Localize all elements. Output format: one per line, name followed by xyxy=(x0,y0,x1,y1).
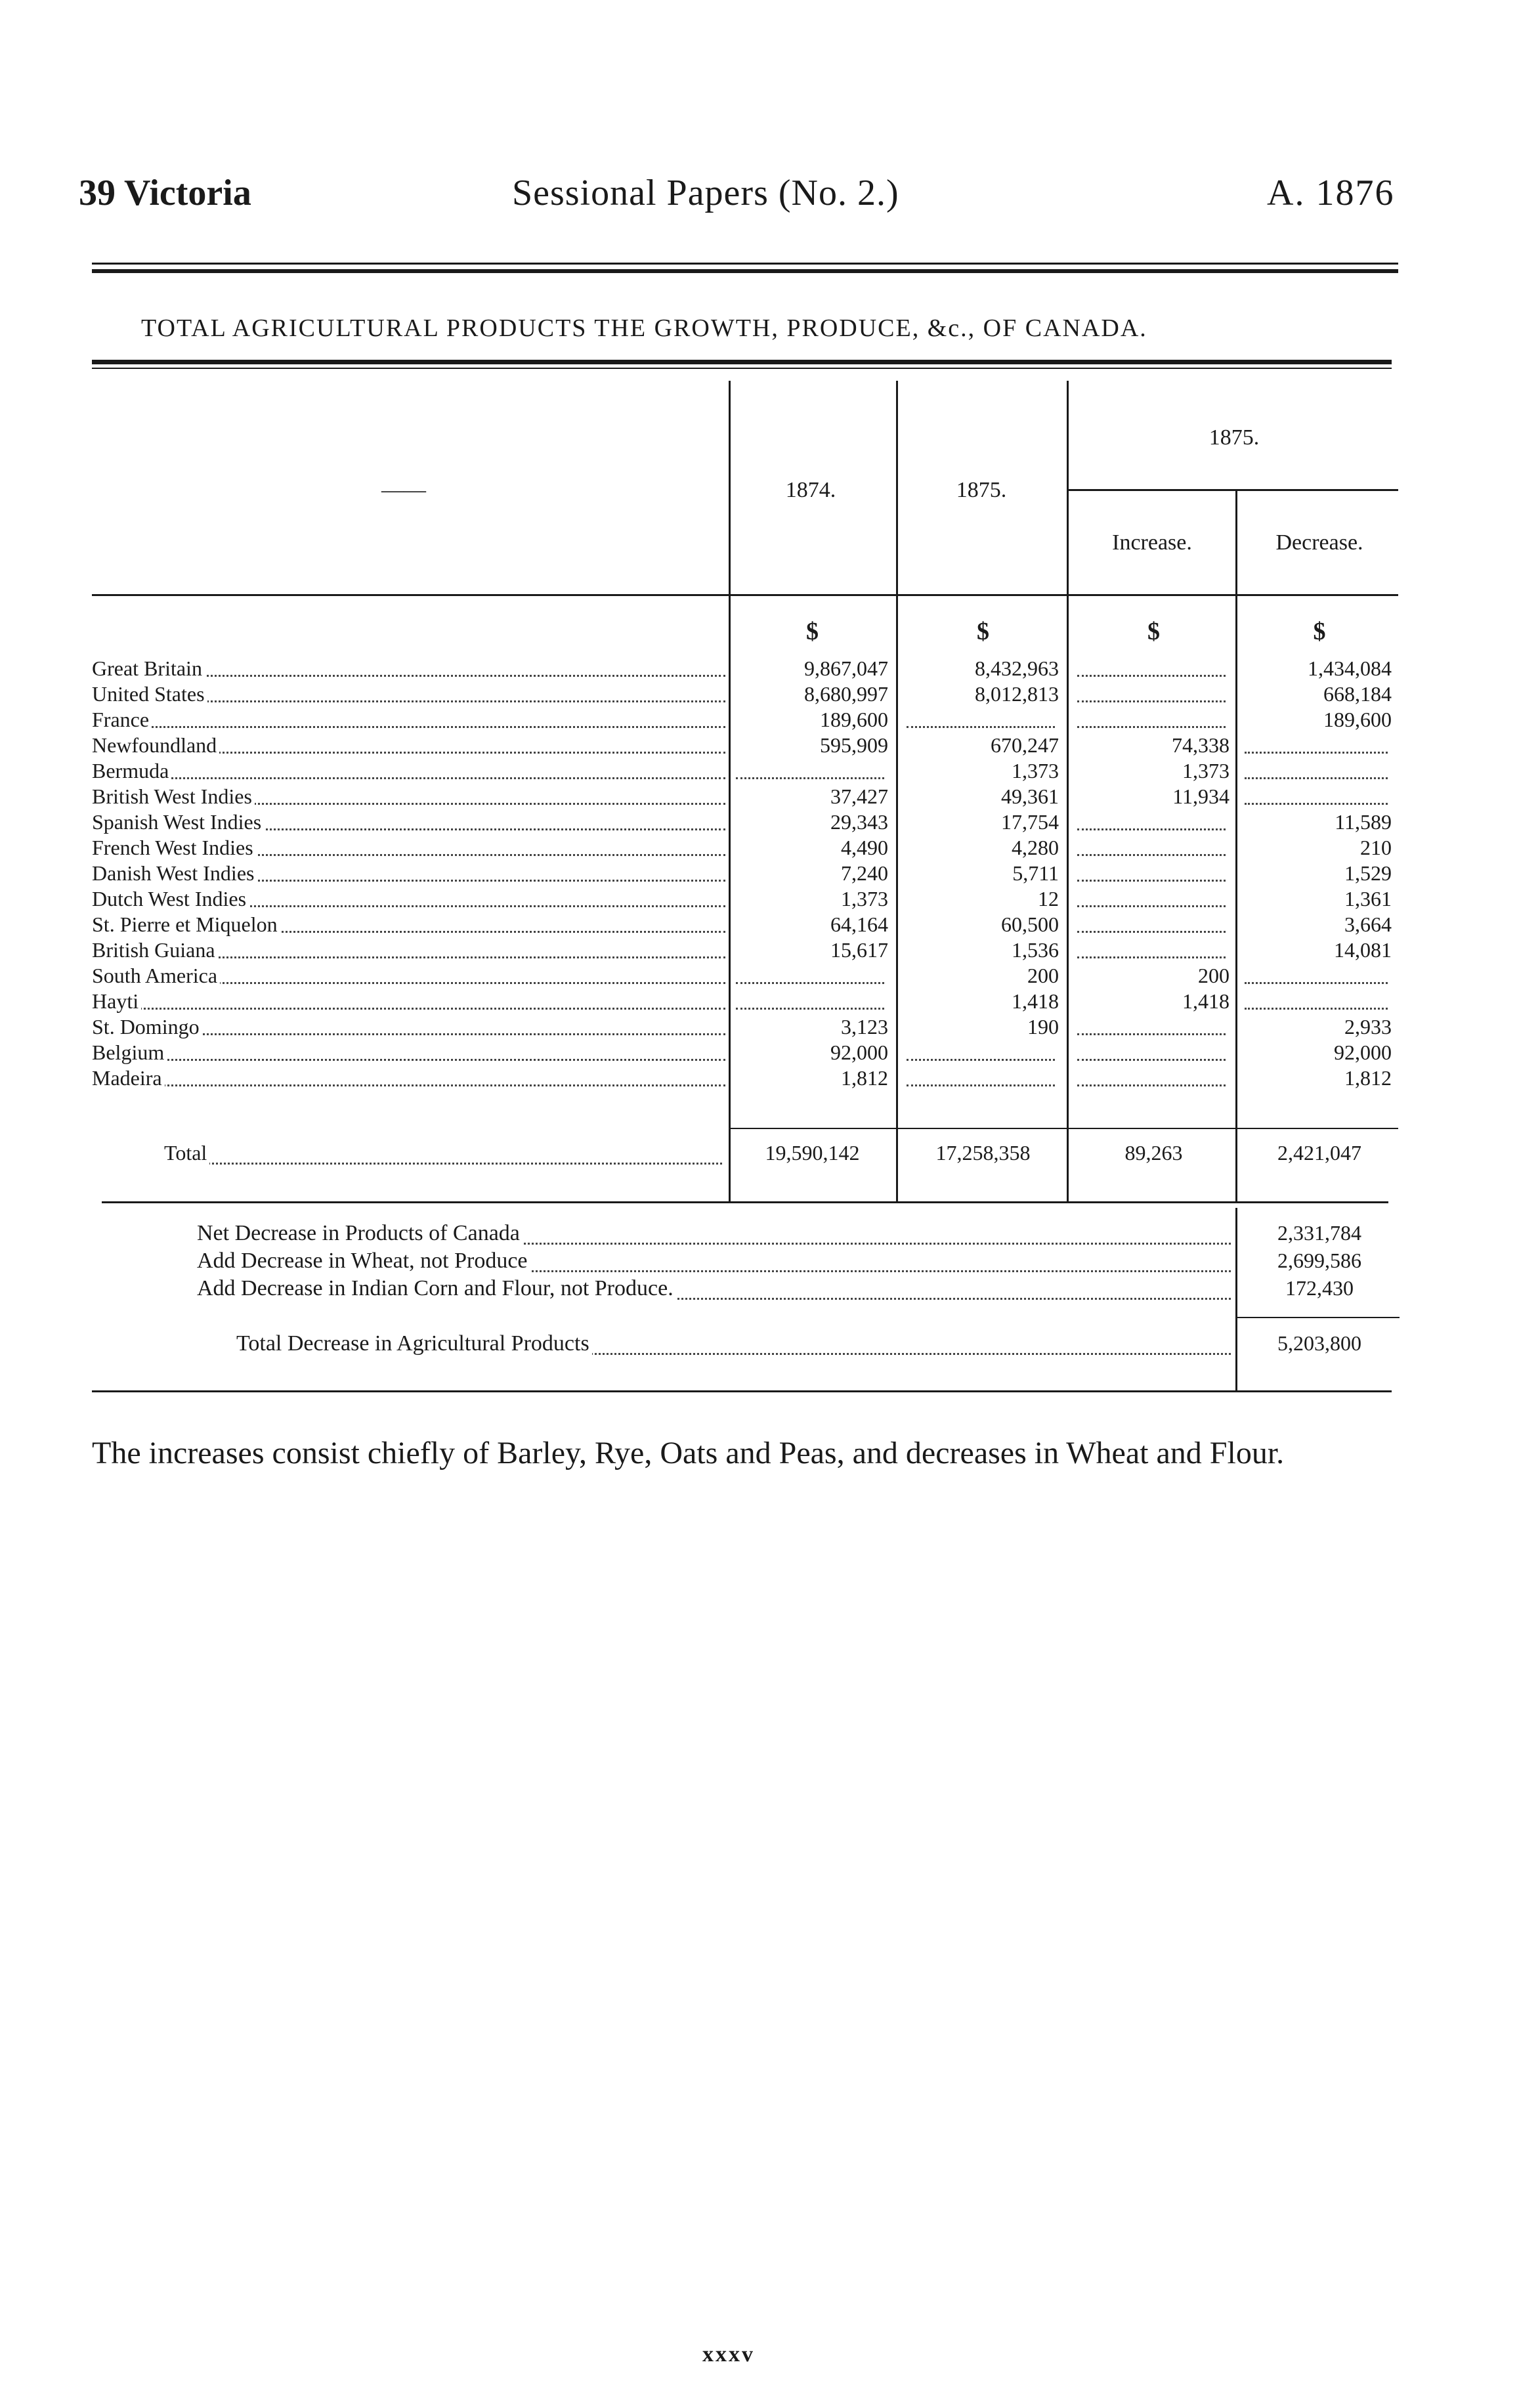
cell-1875: 200 xyxy=(1027,964,1059,987)
cell-increase xyxy=(1073,708,1230,733)
row-label: Spanish West Indies xyxy=(92,810,725,836)
total-top-rule xyxy=(729,1128,1398,1129)
cell-increase xyxy=(1073,1015,1230,1040)
cell-increase: 1,373 xyxy=(1182,759,1230,782)
currency-decrease: $ xyxy=(1313,618,1326,645)
cell-1875: 8,432,963 xyxy=(975,656,1059,680)
total-increase: 89,263 xyxy=(1124,1141,1183,1165)
cell-1874: 4,490 xyxy=(841,836,888,859)
row-label: Madeira xyxy=(92,1066,725,1092)
cell-1875: 5,711 xyxy=(1012,861,1059,885)
total-label: Total xyxy=(164,1141,722,1170)
row-label: Bermuda xyxy=(92,759,725,784)
cell-1874: 9,867,047 xyxy=(804,656,888,680)
cell-1875 xyxy=(903,708,1059,733)
cell-1874 xyxy=(732,964,888,989)
summary-total-label: Total Decrease in Agricultural Products xyxy=(236,1331,1231,1360)
cell-1875 xyxy=(903,1066,1059,1092)
cell-1874: 8,680,997 xyxy=(804,682,888,706)
cell-decrease: 3,664 xyxy=(1344,912,1392,936)
cell-increase: 1,418 xyxy=(1182,989,1230,1013)
currency-increase: $ xyxy=(1147,618,1160,645)
cell-1874: 7,240 xyxy=(841,861,888,885)
cell-increase xyxy=(1073,1040,1230,1066)
year-label: A. 1876 xyxy=(1267,173,1395,213)
cell-increase xyxy=(1073,912,1230,938)
row-label: Hayti xyxy=(92,989,725,1015)
col-header-increase: Increase. xyxy=(1112,530,1192,555)
cell-increase xyxy=(1073,861,1230,887)
cell-1874: 92,000 xyxy=(830,1040,888,1064)
cell-1874: 1,373 xyxy=(841,887,888,911)
col-group-1875: 1875. xyxy=(1208,425,1260,450)
currency-1874: $ xyxy=(806,618,819,645)
body-paragraph: The increases consist chiefly of Barley, Rye, Oats and Peas, and decreases in Wheat and Flour. xyxy=(92,1436,1285,1470)
cell-decrease: 1,812 xyxy=(1344,1066,1392,1090)
cell-1874: 64,164 xyxy=(830,912,888,936)
summary-vrule xyxy=(1235,1208,1237,1392)
stub-header: —— xyxy=(381,478,426,502)
cell-increase: 200 xyxy=(1198,964,1230,987)
row-label: Danish West Indies xyxy=(92,861,725,887)
total-decrease: 2,421,047 xyxy=(1277,1141,1361,1165)
col-header-decrease: Decrease. xyxy=(1275,530,1363,555)
cell-decrease: 14,081 xyxy=(1334,938,1392,962)
cell-increase: 74,338 xyxy=(1172,733,1230,757)
row-label: St. Domingo xyxy=(92,1015,725,1040)
row-label: British Guiana xyxy=(92,938,725,964)
cell-decrease xyxy=(1241,784,1392,810)
cell-1875: 1,536 xyxy=(1012,938,1059,962)
summary-corn-value: 172,430 xyxy=(1285,1276,1354,1300)
header-bottom-rule xyxy=(92,594,1398,596)
cell-1874: 189,600 xyxy=(820,708,888,731)
summary-wheat-value: 2,699,586 xyxy=(1277,1249,1361,1272)
total-1875: 17,258,358 xyxy=(935,1141,1031,1165)
cell-1874: 1,812 xyxy=(841,1066,888,1090)
cell-1874 xyxy=(732,759,888,784)
cell-1874: 29,343 xyxy=(830,810,888,834)
cell-decrease xyxy=(1241,733,1392,759)
cell-decrease: 189,600 xyxy=(1323,708,1392,731)
row-label: Newfoundland xyxy=(92,733,725,759)
cell-1875 xyxy=(903,1040,1059,1066)
vrule-1875 xyxy=(1067,381,1069,1201)
vrule-stub xyxy=(729,381,731,1201)
cell-decrease xyxy=(1241,964,1392,989)
summary-net-decrease-value: 2,331,784 xyxy=(1277,1221,1361,1245)
cell-increase xyxy=(1073,1066,1230,1092)
cell-1875: 1,373 xyxy=(1012,759,1059,782)
cell-increase xyxy=(1073,836,1230,861)
cell-1874: 595,909 xyxy=(820,733,888,757)
table-bottom-rule xyxy=(102,1201,1388,1203)
cell-decrease: 1,529 xyxy=(1344,861,1392,885)
cell-decrease: 1,434,084 xyxy=(1308,656,1392,680)
row-label: Belgium xyxy=(92,1040,725,1066)
cell-increase xyxy=(1073,938,1230,964)
cell-1875: 670,247 xyxy=(991,733,1059,757)
row-label: Dutch West Indies xyxy=(92,887,725,912)
row-label: British West Indies xyxy=(92,784,725,810)
cell-decrease xyxy=(1241,759,1392,784)
cell-1875: 8,012,813 xyxy=(975,682,1059,706)
sessional-papers-label: Sessional Papers (No. 2.) xyxy=(512,173,899,213)
cell-decrease: 1,361 xyxy=(1344,887,1392,911)
group-underline xyxy=(1069,489,1398,491)
row-label: United States xyxy=(92,682,725,708)
summary-corn-label: Add Decrease in Indian Corn and Flour, not Produce. xyxy=(197,1276,1231,1305)
cell-increase xyxy=(1073,810,1230,836)
currency-1875: $ xyxy=(977,618,989,645)
summary-total-rule xyxy=(1235,1317,1400,1318)
cell-1875: 190 xyxy=(1027,1015,1059,1039)
cell-1874: 15,617 xyxy=(830,938,888,962)
col-header-1874: 1874. xyxy=(785,478,836,502)
cell-1874: 37,427 xyxy=(830,784,888,808)
row-label: French West Indies xyxy=(92,836,725,861)
cell-decrease: 2,933 xyxy=(1344,1015,1392,1039)
summary-net-decrease-label: Net Decrease in Products of Canada xyxy=(197,1221,1231,1250)
vrule-1874 xyxy=(896,381,898,1201)
cell-1875: 4,280 xyxy=(1012,836,1059,859)
cell-decrease: 92,000 xyxy=(1334,1040,1392,1064)
cell-1874: 3,123 xyxy=(841,1015,888,1039)
row-label: St. Pierre et Miquelon xyxy=(92,912,725,938)
cell-increase: 11,934 xyxy=(1172,784,1230,808)
cell-1875: 49,361 xyxy=(1001,784,1059,808)
cell-decrease: 668,184 xyxy=(1323,682,1392,706)
col-header-1875: 1875. xyxy=(956,478,1007,502)
cell-increase xyxy=(1073,656,1230,682)
cell-1875: 60,500 xyxy=(1001,912,1059,936)
table-title: TOTAL AGRICULTURAL PRODUCTS THE GROWTH, PRODUCE, &c., OF CANADA. xyxy=(141,314,1147,342)
summary-bottom-rule xyxy=(92,1390,1392,1392)
cell-1875: 17,754 xyxy=(1001,810,1059,834)
cell-increase xyxy=(1073,887,1230,912)
cell-decrease: 210 xyxy=(1360,836,1392,859)
summary-total-value: 5,203,800 xyxy=(1277,1331,1361,1355)
row-label: France xyxy=(92,708,725,733)
cell-1874 xyxy=(732,989,888,1015)
cell-1875: 1,418 xyxy=(1012,989,1059,1013)
cell-increase xyxy=(1073,682,1230,708)
row-label: Great Britain xyxy=(92,656,725,682)
summary-wheat-label: Add Decrease in Wheat, not Produce xyxy=(197,1249,1231,1277)
page-number: xxxv xyxy=(702,2342,755,2367)
cell-1875: 12 xyxy=(1038,887,1059,911)
volume-label: 39 Victoria xyxy=(79,173,251,213)
row-label: South America xyxy=(92,964,725,989)
cell-decrease xyxy=(1241,989,1392,1015)
total-1874: 19,590,142 xyxy=(765,1141,860,1165)
cell-decrease: 11,589 xyxy=(1335,810,1392,834)
